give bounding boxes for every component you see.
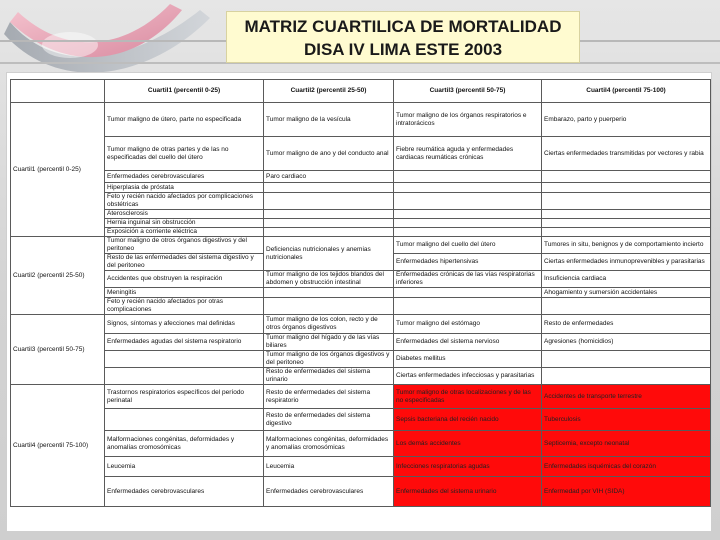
table-row xyxy=(11,193,711,210)
table-row xyxy=(11,457,711,477)
cell: Resto de enfermedades del sistema urinario xyxy=(264,368,394,385)
cell: Tumor maligno de otros órganos digestivos y del peritoneo xyxy=(105,237,264,254)
cell xyxy=(542,228,711,237)
cell: Ciertas enfermedades inmunoprevenibles y parasitarias xyxy=(542,254,711,271)
mortality-matrix-table xyxy=(10,79,711,507)
cell-highlighted: Sepsis bacteriana del recién nacido xyxy=(394,409,542,431)
cell: Hiperplasia de próstata xyxy=(105,183,264,193)
cell: Enfermedades del sistema nervioso xyxy=(394,334,542,351)
cell: Trastornos respiratorios específicos del período perinatal xyxy=(105,385,264,409)
cell xyxy=(394,210,542,219)
table-row xyxy=(11,298,711,315)
cell: Meningitis xyxy=(105,288,264,298)
cell: Tumor maligno de otras partes y de las no especificadas del cuello del útero xyxy=(105,137,264,171)
title-line-2: DISA IV LIMA ESTE 2003 xyxy=(303,40,503,59)
cell: Tumor maligno de la vesícula xyxy=(264,103,394,137)
spreadsheet-area xyxy=(6,72,712,532)
row-header-q2: Cuartil2 (percentil 25-50) xyxy=(11,237,105,315)
cell xyxy=(542,171,711,183)
cell xyxy=(394,183,542,193)
cell: Tumor maligno de los colon, recto y de otros órganos digestivos xyxy=(264,315,394,334)
cell xyxy=(394,193,542,210)
cell: Tumor maligno de ano y del conducto anal xyxy=(264,137,394,171)
cell: Agresiones (homicidios) xyxy=(542,334,711,351)
cell-highlighted: Enfermedades del sistema urinario xyxy=(394,477,542,507)
cell xyxy=(264,183,394,193)
cell: Ahogamiento y sumersión accidentales xyxy=(542,288,711,298)
cell: Enfermedades crónicas de las vías respiratorias inferiores xyxy=(394,271,542,288)
cell xyxy=(264,219,394,228)
table-row xyxy=(11,210,711,219)
cell: Tumor maligno de los órganos digestivos y del peritoneo xyxy=(264,351,394,368)
cell xyxy=(394,171,542,183)
corner-cell xyxy=(11,80,105,103)
table-row xyxy=(11,431,711,457)
cell xyxy=(394,298,542,315)
col-header-q3: Cuartil3 (percentil 50-75) xyxy=(394,80,542,103)
cell xyxy=(105,409,264,431)
table-row xyxy=(11,334,711,351)
cell xyxy=(394,219,542,228)
cell-highlighted: Tumor maligno de otras localizaciones y de las no especificadas xyxy=(394,385,542,409)
row-header-q1: Cuartil1 (percentil 0-25) xyxy=(11,103,105,237)
cell: Malformaciones congénitas, deformidades y anomalías cromosómicas xyxy=(264,431,394,457)
cell: Signos, síntomas y afecciones mal definidas xyxy=(105,315,264,334)
cell xyxy=(542,351,711,368)
row-header-q4: Cuartil4 (percentil 75-100) xyxy=(11,385,105,507)
cell xyxy=(394,228,542,237)
table-row xyxy=(11,409,711,431)
table-row xyxy=(11,103,711,137)
cell: Tumores in situ, benignos y de comportamiento incierto xyxy=(542,237,711,254)
table-row xyxy=(11,183,711,193)
cell xyxy=(542,193,711,210)
cell: Feto y recién nacido afectados por otras complicaciones xyxy=(105,298,264,315)
cell-highlighted: Los demás accidentes xyxy=(394,431,542,457)
cell xyxy=(105,368,264,385)
cell-highlighted: Accidentes de transporte terrestre xyxy=(542,385,711,409)
cell xyxy=(264,228,394,237)
cell: Tumor maligno del estómago xyxy=(394,315,542,334)
cell: Resto de las enfermedades del sistema digestivo y del peritoneo xyxy=(105,254,264,271)
cell: Ciertas enfermedades infecciosas y parasitarias xyxy=(394,368,542,385)
table-row xyxy=(11,385,711,409)
cell: Enfermedades agudas del sistema respiratorio xyxy=(105,334,264,351)
cell: Fiebre reumática aguda y enfermedades cardiacas reumáticas crónicas xyxy=(394,137,542,171)
slide-title xyxy=(226,11,580,63)
cell: Enfermedades hipertensivas xyxy=(394,254,542,271)
cell: Enfermedades cerebrovasculares xyxy=(264,477,394,507)
cell xyxy=(264,193,394,210)
table-row xyxy=(11,171,711,183)
col-header-q4: Cuartil4 (percentil 75-100) xyxy=(542,80,711,103)
cell: Tumor maligno del hígado y de las vías biliares xyxy=(264,334,394,351)
table-row xyxy=(11,315,711,334)
cell: Leucemia xyxy=(264,457,394,477)
table-row xyxy=(11,228,711,237)
cell xyxy=(542,219,711,228)
row-header-q3: Cuartil3 (percentil 50-75) xyxy=(11,315,105,385)
cell: Accidentes que obstruyen la respiración xyxy=(105,271,264,288)
cell xyxy=(264,298,394,315)
cell: Ciertas enfermedades transmitidas por vectores y rabia xyxy=(542,137,711,171)
col-header-q1: Cuartil1 (percentil 0-25) xyxy=(105,80,264,103)
cell: Tumor maligno de los órganos respiratorios e intratorácicos xyxy=(394,103,542,137)
cell: Diabetes mellitus xyxy=(394,351,542,368)
cell xyxy=(394,288,542,298)
cell: Resto de enfermedades xyxy=(542,315,711,334)
cell xyxy=(542,368,711,385)
title-line-1: MATRIZ CUARTILICA DE MORTALIDAD xyxy=(244,17,562,36)
cell: Tumor maligno de los tejidos blandos del abdomen y obstrucción intestinal xyxy=(264,271,394,288)
cell-highlighted: Enfermedades isquémicas del corazón xyxy=(542,457,711,477)
cell xyxy=(542,298,711,315)
cell: Feto y recién nacido afectados por complicaciones obstétricas xyxy=(105,193,264,210)
cell: Embarazo, parto y puerperio xyxy=(542,103,711,137)
cell: Enfermedades cerebrovasculares xyxy=(105,477,264,507)
cell: Enfermedades cerebrovasculares xyxy=(105,171,264,183)
cell: Exposición a corriente eléctrica xyxy=(105,228,264,237)
cell-highlighted: Septicemia, excepto neonatal xyxy=(542,431,711,457)
cell-highlighted: Tuberculosis xyxy=(542,409,711,431)
cell: Resto de enfermedades del sistema respiratorio xyxy=(264,385,394,409)
table-row xyxy=(11,219,711,228)
table-row xyxy=(11,237,711,254)
cell: Leucemia xyxy=(105,457,264,477)
cell xyxy=(264,210,394,219)
cell-highlighted: Infecciones respiratorias agudas xyxy=(394,457,542,477)
cell: Tumor maligno del cuello del útero xyxy=(394,237,542,254)
cell: Tumor maligno de útero, parte no especificada xyxy=(105,103,264,137)
table-row xyxy=(11,137,711,171)
table-row xyxy=(11,368,711,385)
table-row xyxy=(11,477,711,507)
cell-highlighted: Enfermedad por VIH (SIDA) xyxy=(542,477,711,507)
table-row xyxy=(11,271,711,288)
table-row xyxy=(11,351,711,368)
cell: Deficiencias nutricionales y anemias nutricionales xyxy=(264,237,394,271)
cell: Resto de enfermedades del sistema digestivo xyxy=(264,409,394,431)
cell: Hernia inguinal sin obstrucción xyxy=(105,219,264,228)
cell: Insuficiencia cardiaca xyxy=(542,271,711,288)
header-row xyxy=(11,80,711,103)
col-header-q2: Cuartil2 (percentil 25-50) xyxy=(264,80,394,103)
cell xyxy=(264,288,394,298)
table-row xyxy=(11,288,711,298)
cell: Aterosclerosis xyxy=(105,210,264,219)
cell xyxy=(542,210,711,219)
cell: Malformaciones congénitas, deformidades y anomalías cromosómicas xyxy=(105,431,264,457)
cell: Paro cardiaco xyxy=(264,171,394,183)
cell xyxy=(105,351,264,368)
cell xyxy=(542,183,711,193)
